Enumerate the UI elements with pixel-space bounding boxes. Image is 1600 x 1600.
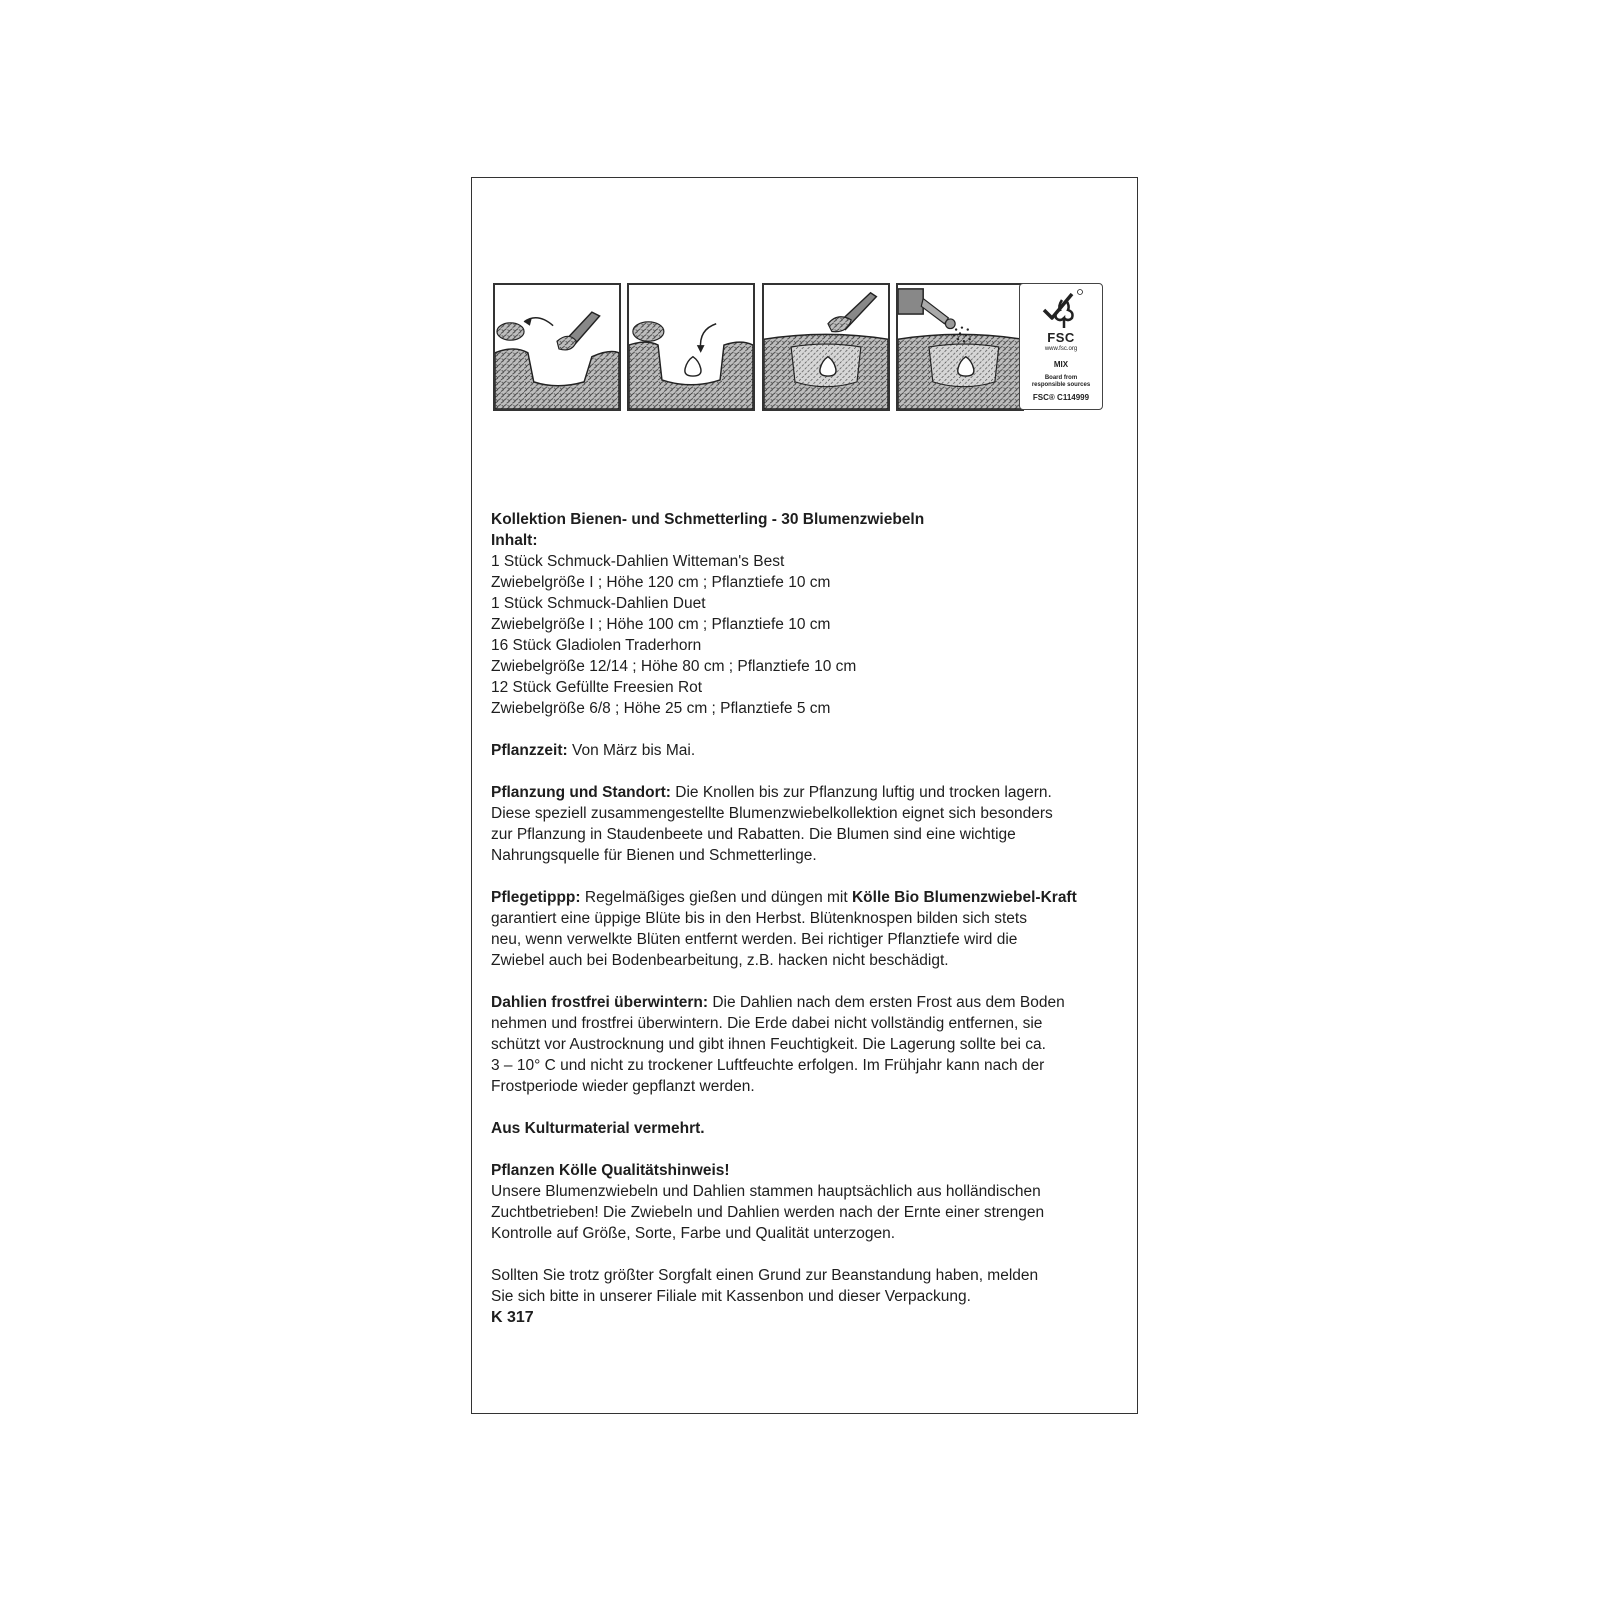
care-line — [491, 887, 1131, 908]
culture-note: Aus Kulturmaterial vermehrt. — [491, 1120, 705, 1137]
fsc-logo-badge — [1019, 283, 1103, 410]
location-label: Pflanzung und Standort: — [491, 784, 671, 801]
fsc-url: www.fsc.org — [1044, 346, 1078, 352]
quality-line: Unsere Blumenzwiebeln und Dahlien stammen hauptsächlich aus holländischen — [491, 1183, 1041, 1200]
care-line: neu, wenn verwelkte Blüten entfernt werden. Bei richtiger Pflanztiefe wird die — [491, 931, 1018, 948]
contents-line: 1 Stück Schmuck-Dahlien Witteman's Best — [491, 553, 785, 570]
wintering-line: 3 – 10° C und nicht zu trockener Luftfeuchte erfolgen. Im Frühjahr kann nach der — [491, 1057, 1045, 1074]
contents-line: Zwiebelgröße I ; Höhe 100 cm ; Pflanztiefe 10 cm — [491, 616, 831, 633]
quality-line: Kontrolle auf Größe, Sorte, Farbe und Qualität unterzogen. — [491, 1225, 896, 1242]
quality-heading: Pflanzen Kölle Qualitätshinweis! — [491, 1162, 730, 1179]
planting-time — [491, 740, 1131, 761]
wintering-line: schützt vor Austrocknung und gibt ihnen Feuchtigkeit. Die Lagerung sollte bei ca. — [491, 1036, 1046, 1053]
contents-label: Inhalt: — [491, 532, 538, 549]
care-text: Regelmäßiges gießen und düngen mit — [580, 889, 852, 906]
fsc-name: FSC — [1047, 330, 1075, 345]
planting-time-text: Von März bis Mai. — [567, 742, 696, 759]
location-text: Die Knollen bis zur Pflanzung luftig und trocken lagern. — [670, 784, 1052, 801]
step-dig-illustration — [493, 283, 621, 411]
contents-line: 12 Stück Gefüllte Freesien Rot — [491, 679, 703, 696]
location-line: zur Pflanzung in Staudenbeete und Rabatten. Die Blumen sind eine wichtige — [491, 826, 1016, 843]
fsc-tree-check-icon — [1038, 288, 1084, 332]
contents-line: 1 Stück Schmuck-Dahlien Duet — [491, 595, 706, 612]
planting-time-label: Pflanzzeit: — [491, 742, 568, 759]
location-line — [491, 782, 1131, 803]
complaint-line: Sie sich bitte in unserer Filiale mit Kassenbon und dieser Verpackung. — [491, 1288, 971, 1305]
care-label: Pflegetippp: — [491, 889, 581, 906]
location-line: Nahrungsquelle für Bienen und Schmetterlinge. — [491, 847, 817, 864]
step-place-bulb-illustration — [627, 283, 755, 411]
instruction-card — [471, 177, 1138, 1414]
wintering-line: Frostperiode wieder gepflanzt werden. — [491, 1078, 755, 1095]
contents-line: Zwiebelgröße 12/14 ; Höhe 80 cm ; Pflanztiefe 10 cm — [491, 658, 857, 675]
fsc-mix: MIX — [1053, 360, 1069, 369]
step-water-illustration — [896, 283, 1024, 411]
wintering-line: nehmen und frostfrei überwintern. Die Erde dabei nicht vollständig entfernen, sie — [491, 1015, 1043, 1032]
quality-line: Zuchtbetrieben! Die Zwiebeln und Dahlien werden nach der Ernte einer strengen — [491, 1204, 1045, 1221]
step-cover-illustration — [762, 283, 890, 411]
collection-title: Kollektion Bienen- und Schmetterling - 30 Blumenzwiebeln — [491, 511, 925, 528]
wintering-text: Die Dahlien nach dem ersten Frost aus dem Boden — [708, 994, 1065, 1011]
wintering-line — [491, 992, 1131, 1013]
fsc-board-line2: responsible sources — [1031, 382, 1091, 388]
location-line: Diese speziell zusammengestellte Blumenzwiebelkollektion eignet sich besonders — [491, 805, 1053, 822]
care-line: garantiert eine üppige Blüte bis in den Herbst. Blütenknospen bilden sich stets — [491, 910, 1027, 927]
description-text — [491, 509, 1131, 1328]
complaint-line: Sollten Sie trotz größter Sorgfalt einen Grund zur Beanstandung haben, melden — [491, 1267, 1039, 1284]
wintering-label: Dahlien frostfrei überwintern: — [491, 994, 709, 1011]
fsc-code: FSC® C114999 — [1032, 393, 1090, 402]
care-line: Zwiebel auch bei Bodenbearbeitung, z.B. hacken nicht beschädigt. — [491, 952, 949, 969]
fsc-board-line1: Board from — [1044, 375, 1078, 381]
care-product: Kölle Bio Blumenzwiebel-Kraft — [851, 889, 1077, 906]
fsc-board-text — [1020, 375, 1102, 389]
contents-line: 16 Stück Gladiolen Traderhorn — [491, 637, 702, 654]
product-code: K 317 — [491, 1309, 534, 1326]
contents-line: Zwiebelgröße I ; Höhe 120 cm ; Pflanztiefe 10 cm — [491, 574, 831, 591]
contents-line: Zwiebelgröße 6/8 ; Höhe 25 cm ; Pflanztiefe 5 cm — [491, 700, 831, 717]
